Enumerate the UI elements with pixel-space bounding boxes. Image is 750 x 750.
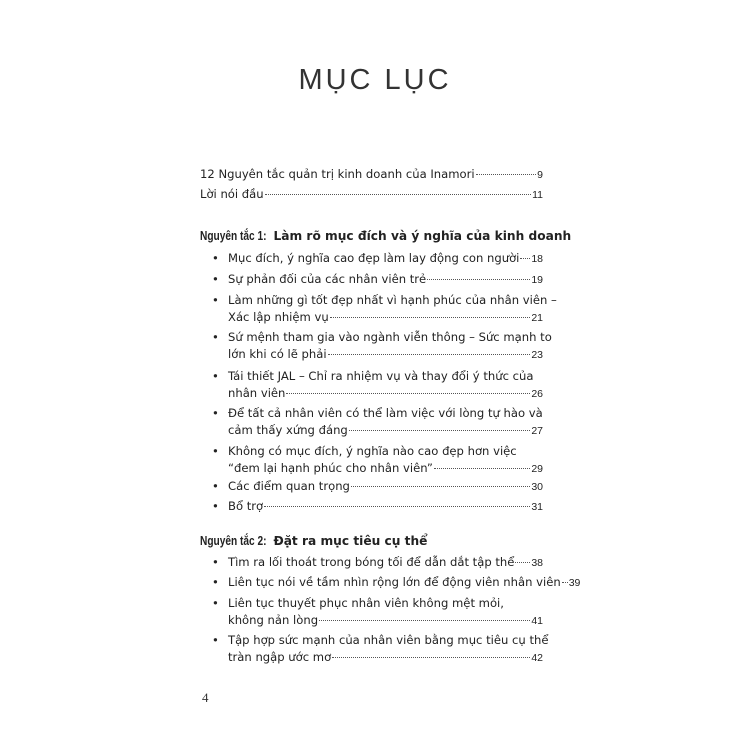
toc-line <box>228 271 543 288</box>
section-label: Nguyên tắc 1: <box>200 228 267 243</box>
toc-line <box>228 309 543 326</box>
entry-page: 27 <box>531 425 543 437</box>
entry-text: tràn ngập ước mơ <box>228 650 332 664</box>
toc-line <box>228 250 543 267</box>
entry-text: Làm những gì tốt đẹp nhất vì hạnh phúc của nhân viên – <box>228 293 557 307</box>
dot-leader <box>286 393 530 394</box>
toc-line <box>228 405 543 422</box>
toc-line <box>228 443 543 460</box>
toc-entry[interactable] <box>200 292 557 326</box>
toc-line <box>228 346 543 363</box>
toc-line <box>228 368 543 385</box>
entry-page: 38 <box>531 557 543 569</box>
bullet-icon: • <box>212 633 219 647</box>
bullet-icon: • <box>212 479 219 493</box>
toc-entry[interactable] <box>200 443 543 477</box>
dot-leader <box>515 562 530 563</box>
toc-entry[interactable] <box>200 595 543 629</box>
entry-page: 31 <box>531 501 543 513</box>
entry-text: Liên tục thuyết phục nhân viên không mệt mỏi, <box>228 596 504 610</box>
bullet-icon: • <box>212 575 219 589</box>
entry-text: không nản lòng <box>228 613 319 627</box>
toc-line <box>228 632 549 649</box>
entry-page: 23 <box>531 349 543 361</box>
section-title: Làm rõ mục đích và ý nghĩa của kinh doanh <box>273 229 572 243</box>
entry-text: Xác lập nhiệm vụ <box>228 310 329 324</box>
bullet-icon: • <box>212 330 219 344</box>
dot-leader <box>264 506 530 507</box>
entry-text: Tái thiết JAL – Chỉ ra nhiệm vụ và thay đổi ý thức của <box>228 369 534 383</box>
toc-line <box>200 166 543 183</box>
toc-line <box>228 574 581 591</box>
entry-text: cảm thấy xứng đáng <box>228 423 348 437</box>
section-heading <box>200 533 427 548</box>
dot-leader <box>349 430 531 431</box>
entry-page: 21 <box>531 312 543 324</box>
entry-text: lớn khi có lẽ phải <box>228 347 327 361</box>
bullet-icon: • <box>212 272 219 286</box>
entry-text: 12 Nguyên tắc quản trị kinh doanh của Inamori <box>200 167 475 181</box>
bullet-icon: • <box>212 406 219 420</box>
toc-line <box>228 498 543 515</box>
toc-line <box>228 422 543 439</box>
bullet-icon: • <box>212 499 219 513</box>
toc-line <box>228 612 543 629</box>
entry-page: 42 <box>531 652 543 664</box>
entry-text: Sự phản đối của các nhân viên trẻ <box>228 272 427 286</box>
toc-entry[interactable] <box>200 186 543 203</box>
entry-text: Mục đích, ý nghĩa cao đẹp làm lay động con người <box>228 251 520 265</box>
entry-text: Không có mục đích, ý nghĩa nào cao đẹp hơn việc <box>228 444 517 458</box>
entry-page: 41 <box>531 615 543 627</box>
entry-page: 26 <box>531 388 543 400</box>
entry-text: Tìm ra lối thoát trong bóng tối để dẫn dắt tập thể <box>228 555 515 569</box>
bullet-icon: • <box>212 596 219 610</box>
bullet-icon: • <box>212 251 219 265</box>
entry-text: Liên tục nói về tầm nhìn rộng lớn để động viên nhân viên <box>228 575 561 589</box>
toc-line <box>228 595 543 612</box>
dot-leader <box>434 468 530 469</box>
entry-text: Sứ mệnh tham gia vào ngành viễn thông – Sức mạnh to <box>228 330 552 344</box>
entry-page: 9 <box>537 169 543 181</box>
dot-leader <box>476 174 537 175</box>
bullet-icon: • <box>212 293 219 307</box>
page-title: MỤC LỤC <box>298 64 452 96</box>
toc-entry[interactable] <box>200 166 543 183</box>
dot-leader <box>328 354 531 355</box>
toc-entry[interactable] <box>200 329 552 363</box>
dot-leader <box>319 620 530 621</box>
toc-entry[interactable] <box>200 271 543 288</box>
toc-entry[interactable] <box>200 405 543 439</box>
entry-page: 30 <box>531 481 543 493</box>
toc-line <box>228 478 543 495</box>
entry-page: 11 <box>532 189 543 201</box>
toc-line <box>228 329 552 346</box>
page-number: 4 <box>202 690 209 705</box>
entry-page: 29 <box>531 463 543 475</box>
entry-text: Lời nói đầu <box>200 187 264 201</box>
entry-page: 39 <box>568 577 581 589</box>
dot-leader <box>330 317 531 318</box>
entry-text: nhân viên <box>228 386 286 400</box>
entry-text: Tập hợp sức mạnh của nhân viên bằng mục tiêu cụ thể <box>228 633 549 647</box>
toc-line <box>200 186 543 203</box>
bullet-icon: • <box>212 369 219 383</box>
toc-entry[interactable] <box>200 498 543 515</box>
toc-line <box>228 554 543 571</box>
toc-entry[interactable] <box>200 368 543 402</box>
toc-line <box>228 649 543 666</box>
section-heading <box>200 228 571 243</box>
section-title: Đặt ra mục tiêu cụ thể <box>273 534 428 548</box>
dot-leader <box>265 194 531 195</box>
dot-leader <box>427 279 530 280</box>
bullet-icon: • <box>212 444 219 458</box>
entry-page: 19 <box>531 274 543 286</box>
toc-entry[interactable] <box>200 478 543 495</box>
section-label: Nguyên tắc 2: <box>200 533 267 548</box>
entry-text: Các điểm quan trọng <box>228 479 350 493</box>
dot-leader <box>351 486 530 487</box>
toc-entry[interactable] <box>200 554 543 571</box>
toc-entry[interactable] <box>200 574 581 591</box>
entry-text: Bổ trợ <box>228 499 264 513</box>
toc-entry[interactable] <box>200 632 549 666</box>
dot-leader <box>562 582 568 583</box>
entry-text: Để tất cả nhân viên có thể làm việc với lòng tự hào và <box>228 406 543 420</box>
entry-page: 18 <box>531 253 543 265</box>
bullet-icon: • <box>212 555 219 569</box>
dot-leader <box>520 258 530 259</box>
dot-leader <box>332 657 530 658</box>
toc-entry[interactable] <box>200 250 543 267</box>
toc-line <box>228 385 543 402</box>
toc-line <box>228 460 543 477</box>
toc-line <box>228 292 557 309</box>
entry-text: “đem lại hạnh phúc cho nhân viên” <box>228 461 433 475</box>
